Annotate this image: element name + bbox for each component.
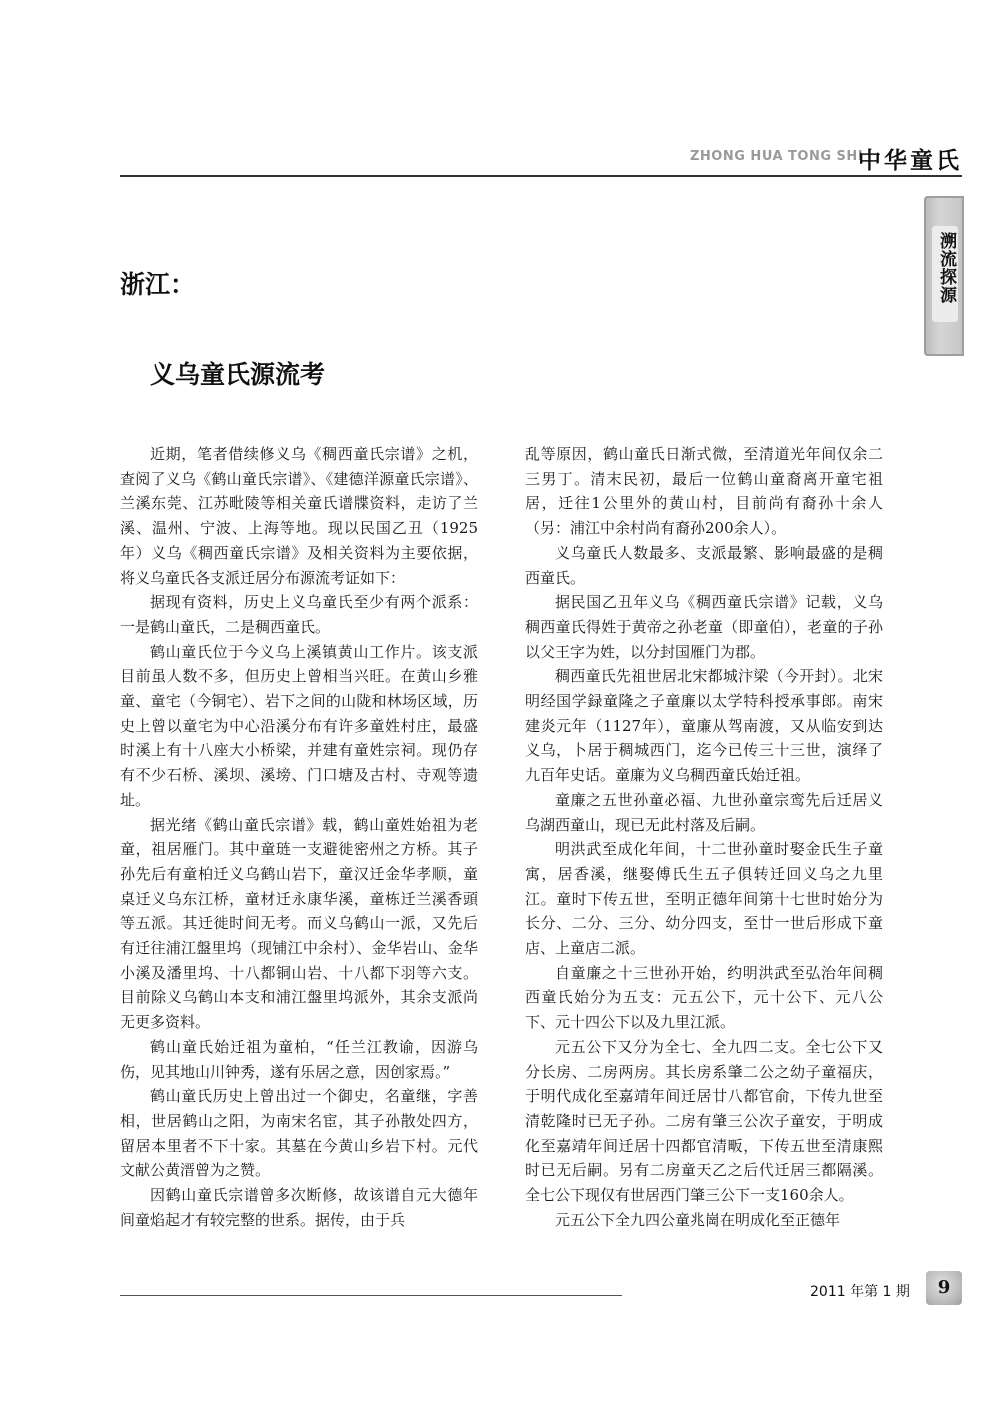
paragraph: 元五公下全九四公童兆崗在明成化至正德年: [555, 1210, 841, 1229]
paragraph: 鹤山童氏历史上曾出过一个御史，名童继，字善相，世居鹤山之阳，为南宋名宦，其子孙散处四方，留居本里者不下十家。其墓在今黄山乡岩下村。元代文献公黄溍曾为之赞。: [120, 1087, 478, 1180]
issue-label: 2011 年第 1 期: [810, 1284, 910, 1300]
paragraph: 明洪武至成化年间，十二世孙童时娶金氏生子童寓，居香溪，继娶傅氏生五子俱转迁回义乌之九里江。童时下传五世，至明正德年间第十七世时始分为长分、二分、三分、幼分四支，至廿一世后形成下童店、上童店二派。: [525, 840, 883, 958]
paragraph: 近期，笔者借续修义乌《稠西童氏宗谱》之机，查阅了义乌《鹤山童氏宗谱》、《建德洋源童氏宗谱》、兰溪东莞、江苏毗陵等相关童氏谱牒资料，走访了兰溪、温州、宁波、上海等地。现以民国乙丑（1925年）义乌《稠西童氏宗谱》及相关资料为主要依据，将义乌童氏各支派迁居分布源流考证如下：: [120, 445, 478, 587]
paragraph: 因鹤山童氏宗谱曾多次断修，故该谱自元大德年间童焰起才有较完整的世系。据传，由于兵: [120, 1186, 478, 1229]
footer-divider: [120, 1295, 622, 1296]
paragraph: 鹤山童氏位于今义乌上溪镇黄山工作片。该支派目前虽人数不多，但历史上曾相当兴旺。在黄山乡雅童、童宅（今铜宅）、岩下之间的山陇和林场区域，历史上曾以童宅为中心沿溪分布有许多童姓村庄，最盛时溪上有十八座大小桥梁，并建有童姓宗祠。现仍存有不少石桥、溪坝、溪塝、门口塘及古村、寺观等遗址。: [120, 642, 478, 809]
section-side-tab: [924, 196, 964, 356]
paragraph: 自童廉之十三世孙开始，约明洪武至弘治年间稠西童氏始分为五支：元五公下，元十公下、元八公下、元十四公下以及九里江派。: [525, 963, 883, 1032]
paragraph: 据民国乙丑年义乌《稠西童氏宗谱》记载，义乌稠西童氏得姓于黄帝之孙老童（即童伯），老童的子孙以父王字为姓，以分封国雁门为郡。: [525, 593, 883, 661]
paragraph: 据光绪《鹤山童氏宗谱》载，鹤山童姓始祖为老童，祖居雁门。其中童琏一支避徙密州之方桥。其子孙先后有童柏迁义乌鹤山岩下，童汉迁金华孝顺，童桌迁义乌东江桥，童材迁永康华溪，童栋迁兰溪香頭等五派。其迁徙时间无考。而义乌鹤山一派，又先后有迁往浦江盤里坞（现铺江中余村）、金华岩山、金华小溪及潘里坞、十八都铜山岩、十八都下羽等六支。目前除义乌鹤山本支和浦江盤里坞派外，其余支派尚无更多资料。: [120, 815, 478, 1032]
paragraph: 据现有资料，历史上义乌童氏至少有两个派系：一是鹤山童氏，二是稠西童氏。: [120, 593, 478, 636]
paragraph: 义乌童氏人数最多、支派最繁、影响最盛的是稠西童氏。: [525, 543, 883, 587]
side-tab-label: 溯流探源: [936, 232, 956, 304]
article-title: 义乌童氏源流考: [150, 360, 326, 389]
header-english-title: ZHONG HUA TONG SHI: [690, 149, 864, 164]
paragraph: 元五公下又分为全七、全九四二支。全七公下又分长房、二房两房。其长房系肇二公之幼子童福庆，于明代成化至嘉靖年间迁居廿八都官俞，下传九世至清乾隆时已无子孙。二房有肇三公次子童安，于明成化至嘉靖年间迁居十四都官清畈，下传五世至清康熙时已无后嗣。另有二房童天乙之后代迁居三都隔溪。全七公下现仅有世居西门肇三公下一支160余人。: [525, 1037, 883, 1205]
paragraph: 鹤山童氏始迁祖为童柏，“任兰江教谕，因游乌伤，见其地山川钟秀，遂有乐居之意，因创家焉。”: [120, 1037, 478, 1081]
page-number: 9: [937, 1277, 951, 1298]
paragraph: 稠西童氏先祖世居北宋都城汴梁（今开封）。北宋明经国学録童隆之子童廉以太学特科授承事郎。南宋建炎元年（1127年），童廉从驾南渡，又从临安到达义乌，卜居于稠城西门，迄今已传三十三世，演绎了九百年史话。童廉为义乌稠西童氏始迁祖。: [525, 667, 883, 785]
paragraph-continuation: 乱等原因，鹤山童氏日渐式微，至清道光年间仅余二三男丁。清末民初，最后一位鹤山童裔离开童宅祖居，迁往1公里外的黄山村，目前尚有裔孙十余人（另：浦江中余村尚有裔孙200余人）。: [525, 445, 883, 538]
header-divider: [120, 175, 962, 177]
right-text-column: [525, 442, 883, 1233]
header-chinese-title: 中华童氏: [858, 148, 962, 174]
paragraph: 童廉之五世孙童必福、九世孙童宗鸾先后迁居义乌湖西童山，现已无此村落及后嗣。: [525, 790, 883, 834]
left-text-column: [120, 442, 478, 1233]
section-title: 浙江：: [120, 270, 196, 299]
